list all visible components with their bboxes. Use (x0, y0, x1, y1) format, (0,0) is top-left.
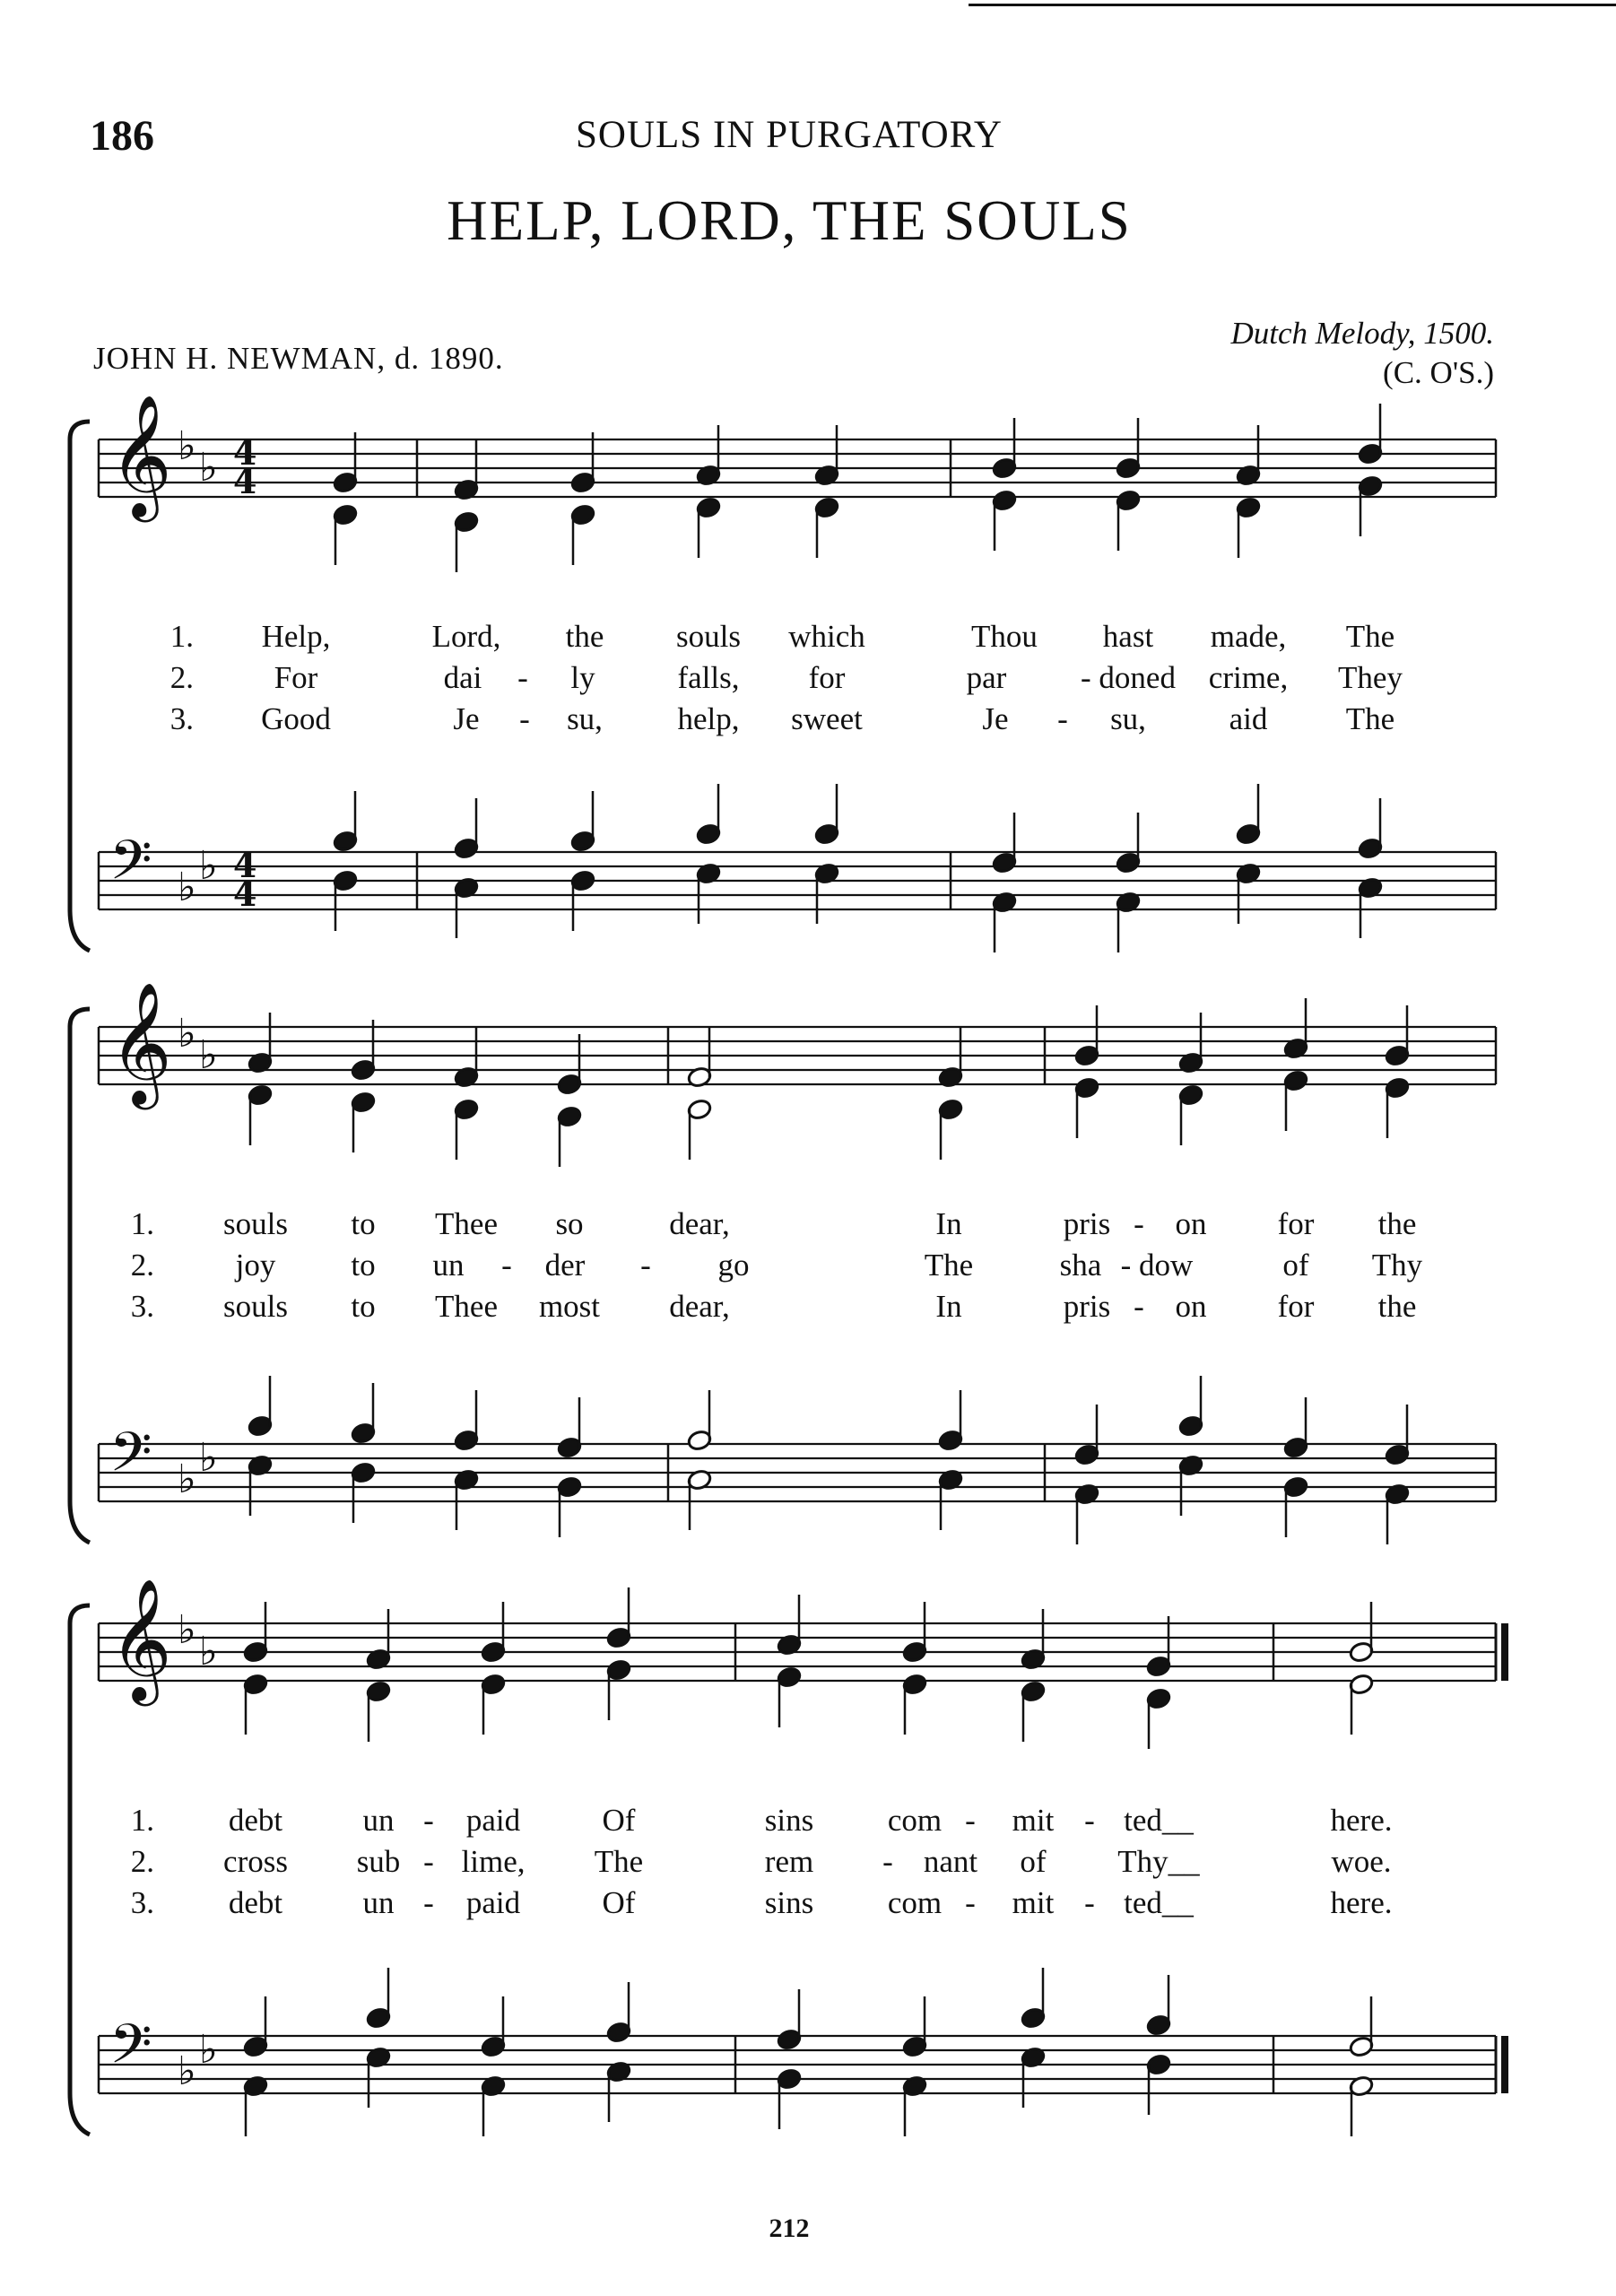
lyric-syllable: rem (764, 1844, 814, 1879)
lyric-syllable: ly (570, 660, 595, 695)
section-heading: SOULS IN PURGATORY (576, 114, 1003, 156)
lyric-syllable: to (351, 1206, 376, 1241)
lyric-syllable: mit (1012, 1803, 1055, 1838)
lyric-syllable: to (351, 1289, 376, 1324)
lyric-syllable: der (544, 1248, 586, 1283)
verse-number: 3. (169, 701, 194, 736)
lyric-syllable: Thy__ (1117, 1844, 1200, 1879)
lyric-syllable: - (519, 701, 530, 736)
lyric-syllable: - (423, 1885, 434, 1920)
lyric-syllable: Thee (435, 1289, 498, 1324)
system-bracket (70, 1605, 90, 2135)
lyric-syllable: lime, (461, 1844, 526, 1879)
lyric-syllable: sha (1059, 1248, 1102, 1283)
lyric-syllable: - (423, 1803, 434, 1838)
bass-clef-icon: 𝄢 (109, 829, 152, 906)
lyric-syllable: Lord, (431, 619, 501, 654)
lyric-syllable: dai (443, 660, 482, 695)
lyric-syllable: Je (453, 701, 480, 736)
lyric-syllable: here. (1330, 1803, 1393, 1838)
lyric-syllable: su, (567, 701, 603, 736)
lyric-syllable: - (423, 1844, 434, 1879)
lyric-syllable: - (1057, 701, 1068, 736)
lyric-syllable: - (882, 1844, 893, 1879)
lyric-syllable: The (1345, 701, 1395, 736)
system-bracket (70, 422, 90, 951)
lyric-syllable: com (887, 1885, 943, 1920)
lyric-syllable: The (1345, 619, 1395, 654)
lyric-syllable: made, (1210, 619, 1287, 654)
lyric-syllable: sins (764, 1885, 814, 1920)
lyric-syllable: Thee (435, 1206, 498, 1241)
verse-number: 1. (130, 1206, 154, 1241)
final-bar-line (1501, 1623, 1508, 1681)
flat-sign-icon: ♭ (178, 865, 196, 910)
lyric-syllable: cross (223, 1844, 288, 1879)
lyric-syllable: The (594, 1844, 644, 1879)
verse-number: 1. (169, 619, 194, 654)
verse-number: 2. (169, 660, 194, 695)
time-signature: 4 (233, 874, 257, 914)
author-credit: JOHN H. NEWMAN, d. 1890. (93, 341, 504, 376)
lyric-syllable: paid (465, 1803, 521, 1838)
lyric-syllable: - (965, 1803, 976, 1838)
flat-sign-icon: ♭ (199, 1629, 218, 1674)
lyric-syllable: souls (676, 619, 741, 654)
lyric-syllable: souls (223, 1206, 288, 1241)
lyric-syllable: Je (982, 701, 1009, 736)
lyric-syllable: go (717, 1248, 750, 1283)
lyric-syllable: paid (465, 1885, 521, 1920)
lyric-syllable: dear, (669, 1206, 730, 1241)
lyric-syllable: help, (677, 701, 740, 736)
lyric-syllable: debt (228, 1885, 283, 1920)
lyric-syllable: In (935, 1289, 962, 1324)
time-signature: 4 (233, 845, 257, 885)
flat-sign-icon: ♭ (199, 2027, 218, 2073)
flat-sign-icon: ♭ (178, 1457, 196, 1502)
lyric-syllable: joy (235, 1248, 276, 1283)
lyric-syllable: woe. (1331, 1844, 1392, 1879)
lyric-syllable: In (935, 1206, 962, 1241)
treble-clef-icon: 𝄞 (109, 393, 172, 517)
lyric-syllable: ted__ (1124, 1803, 1194, 1838)
lyric-syllable: par (966, 660, 1007, 695)
lyric-syllable: sweet (791, 701, 863, 736)
lyric-syllable: - (517, 660, 528, 695)
lyric-syllable: Of (602, 1885, 636, 1920)
lyric-syllable: of (1020, 1844, 1047, 1879)
flat-sign-icon: ♭ (178, 1607, 196, 1653)
lyric-syllable: - (1084, 1885, 1095, 1920)
system-bracket (70, 1009, 90, 1543)
lyric-syllable: sub (356, 1844, 401, 1879)
lyric-syllable: the (1377, 1206, 1417, 1241)
lyric-syllable: - (640, 1248, 651, 1283)
lyric-syllable: - (1134, 1289, 1144, 1324)
lyric-syllable: crime, (1208, 660, 1289, 695)
flat-sign-icon: ♭ (199, 1032, 218, 1078)
lyric-syllable: - (1134, 1206, 1144, 1241)
treble-clef-icon: 𝄞 (109, 1577, 172, 1700)
lyric-syllable: They (1338, 660, 1403, 695)
lyric-syllable: of (1282, 1248, 1309, 1283)
verse-number: 2. (130, 1844, 154, 1879)
flat-sign-icon: ♭ (199, 1435, 218, 1481)
page-number: 212 (769, 2213, 810, 2243)
lyric-syllable: souls (223, 1289, 288, 1324)
lyric-syllable: most (538, 1289, 601, 1324)
lyric-syllable: - dow (1120, 1248, 1194, 1283)
lyric-syllable: Thy (1371, 1248, 1423, 1283)
lyric-syllable: which (788, 619, 865, 654)
lyric-syllable: for (1277, 1206, 1315, 1241)
lyric-syllable: For (274, 660, 318, 695)
hymn-number: 186 (90, 112, 154, 160)
verse-number: 1. (130, 1803, 154, 1838)
lyric-syllable: the (565, 619, 604, 654)
lyric-syllable: pris (1063, 1206, 1111, 1241)
flat-sign-icon: ♭ (178, 423, 196, 469)
lyric-syllable: - doned (1081, 660, 1176, 695)
lyric-syllable: to (351, 1248, 376, 1283)
time-signature: 4 (233, 432, 257, 473)
verse-number: 3. (130, 1289, 154, 1324)
lyric-syllable: debt (228, 1803, 283, 1838)
lyric-syllable: nant (923, 1844, 978, 1879)
lyric-syllable: - (1084, 1803, 1095, 1838)
lyric-syllable: Of (602, 1803, 636, 1838)
lyric-syllable: the (1377, 1289, 1417, 1324)
lyric-syllable: un (362, 1885, 395, 1920)
lyric-syllable: for (1277, 1289, 1315, 1324)
lyric-syllable: The (924, 1248, 974, 1283)
final-bar-line (1501, 2036, 1508, 2093)
lyric-syllable: dear, (669, 1289, 730, 1324)
lyric-syllable: falls, (677, 660, 740, 695)
flat-sign-icon: ♭ (199, 445, 218, 491)
lyric-syllable: Good (261, 701, 331, 736)
bass-clef-icon: 𝄢 (109, 2013, 152, 2090)
flat-sign-icon: ♭ (199, 843, 218, 889)
lyric-syllable: here. (1330, 1885, 1393, 1920)
treble-clef-icon: 𝄞 (109, 980, 172, 1104)
lyric-syllable: - (965, 1885, 976, 1920)
melody-source: Dutch Melody, 1500. (1230, 316, 1494, 351)
lyric-syllable: aid (1229, 701, 1268, 736)
hymn-title: HELP, LORD, THE SOULS (447, 189, 1132, 252)
lyric-syllable: for (808, 660, 846, 695)
lyric-syllable: un (362, 1803, 395, 1838)
verse-number: 3. (130, 1885, 154, 1920)
lyric-syllable: pris (1063, 1289, 1111, 1324)
lyric-syllable: su, (1110, 701, 1146, 736)
lyric-syllable: so (555, 1206, 584, 1241)
time-signature: 4 (233, 461, 257, 501)
flat-sign-icon: ♭ (178, 2048, 196, 2094)
lyric-syllable: on (1175, 1206, 1207, 1241)
flat-sign-icon: ♭ (178, 1011, 196, 1057)
verse-number: 2. (130, 1248, 154, 1283)
lyric-syllable: Thou (971, 619, 1038, 654)
lyric-syllable: Help, (261, 619, 331, 654)
arranger-credit: (C. O'S.) (1383, 355, 1494, 390)
lyric-syllable: - (501, 1248, 512, 1283)
lyric-syllable: un (432, 1248, 465, 1283)
lyric-syllable: hast (1102, 619, 1154, 654)
lyric-syllable: sins (764, 1803, 814, 1838)
lyric-syllable: ted__ (1124, 1885, 1194, 1920)
bass-clef-icon: 𝄢 (109, 1421, 152, 1498)
lyric-syllable: mit (1012, 1885, 1055, 1920)
lyric-syllable: on (1175, 1289, 1207, 1324)
lyric-syllable: com (887, 1803, 943, 1838)
